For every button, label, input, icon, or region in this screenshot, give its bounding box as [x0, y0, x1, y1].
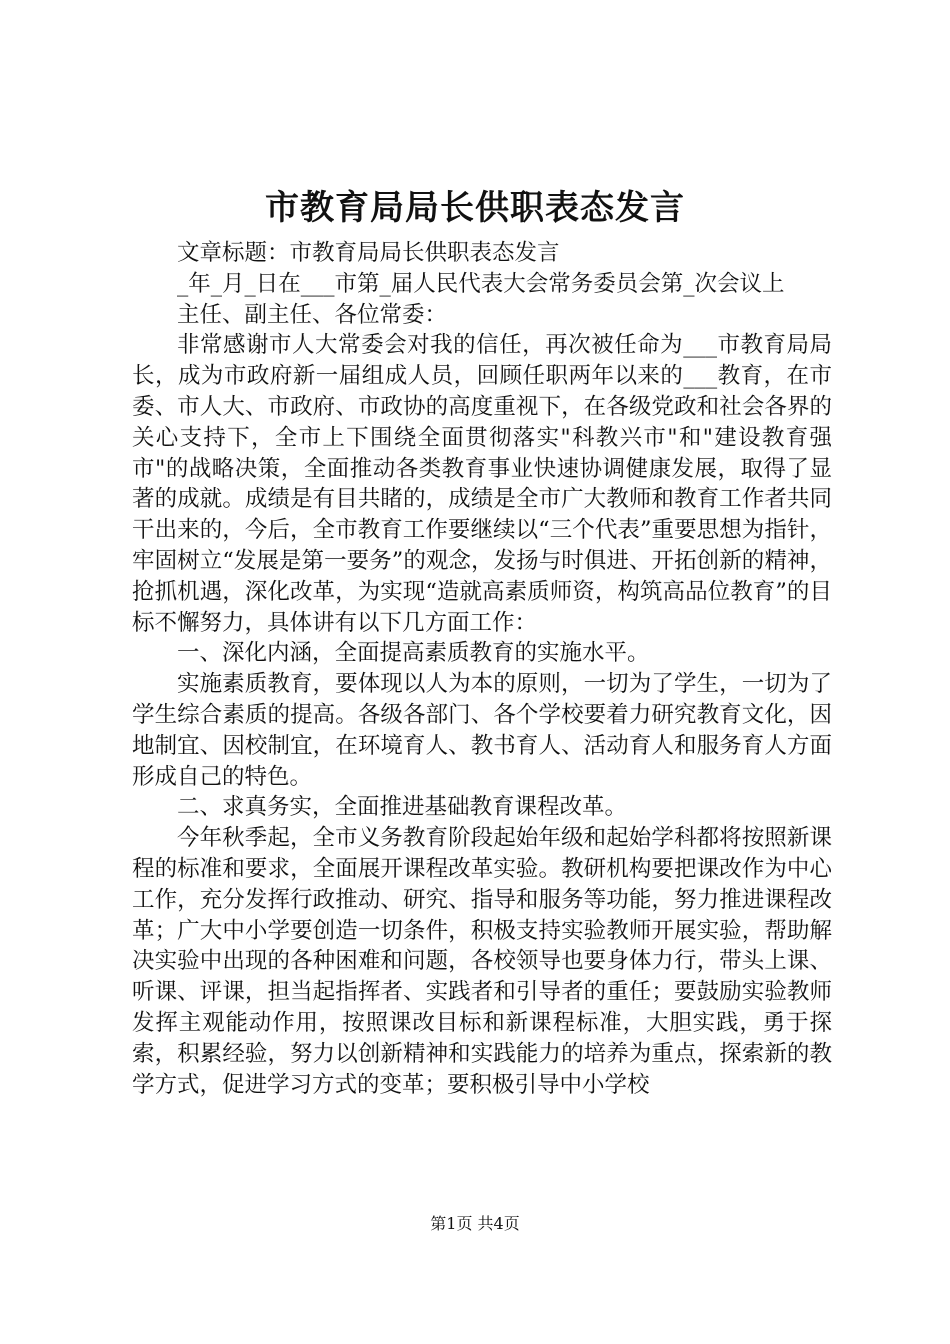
paragraph-article-title: 文章标题：市教育局局长供职表态发言	[177, 240, 560, 266]
paragraph-quality-education: 实施素质教育，要体现以人为本的原则，一切为了学生，一切为了学生综合素质的提高。各级各部门、各个学校要着力研究教育文化，因地制宜、因校制宜，在环境育人、教书育人、活动育人和服务育人方面形成自己的特色。	[132, 671, 832, 790]
document-body	[132, 238, 832, 1100]
paragraph-heading-one: 一、深化内涵，全面提高素质教育的实施水平。	[177, 640, 650, 667]
paragraph-meeting-line: _年_月_日在___市第_届人民代表大会常务委员会第_次会议上	[177, 270, 785, 297]
paragraph-heading-two: 二、求真务实，全面推进基础教育课程改革。	[177, 794, 628, 821]
document-title: 市教育局局长供职表态发言	[265, 188, 685, 228]
paragraph-curriculum-reform: 今年秋季起，全市义务教育阶段起始年级和起始学科都将按照新课程的标准和要求，全面展开课程改革实验。教研机构要把课改作为中心工作，充分发挥行政推动、研究、指导和服务等功能，努力推进课程改革；广大中小学要创造一切条件，积极支持实验教师开展实验，帮助解决实验中出现的各种困难和问题，各校领导也要身体力行，带头上课、听课、评课，担当起指挥者、实践者和引导者的重任；要鼓励实验教师发挥主观能动作用，按照课改目标和新课程标准，大胆实践，勇于探索，积累经验，努力以创新精神和实践能力的培养为重点，探索新的教学方式，促进学习方式的变革；要积极引导中小学校	[132, 825, 832, 1098]
page-footer: 第1页 共4页	[430, 1214, 520, 1233]
paragraph-salutation: 主任、副主任、各位常委：	[177, 301, 448, 328]
paragraph-thanks: 非常感谢市人大常委会对我的信任，再次被任命为___市教育局局长，成为市政府新一届组成人员，回顾任职两年以来的___教育，在市委、市人大、市政府、市政协的高度重视下，在各级党政和社会各界的关心支持下，全市上下围绕全面贯彻落实"科教兴市"和"建设教育强市"的战略决策，全面推动各类教育事业快速协调健康发展，取得了显著的成就。成绩是有目共睹的，成绩是全市广大教师和教育工作者共同干出来的，今后，全市教育工作要继续以“三个代表”重要思想为指针，牢固树立“发展是第一要务”的观念，发扬与时俱进、开拓创新的精神，抢抓机遇，深化改革，为实现“造就高素质师资，构筑高品位教育”的目标不懈努力，具体讲有以下几方面工作：	[132, 332, 832, 636]
